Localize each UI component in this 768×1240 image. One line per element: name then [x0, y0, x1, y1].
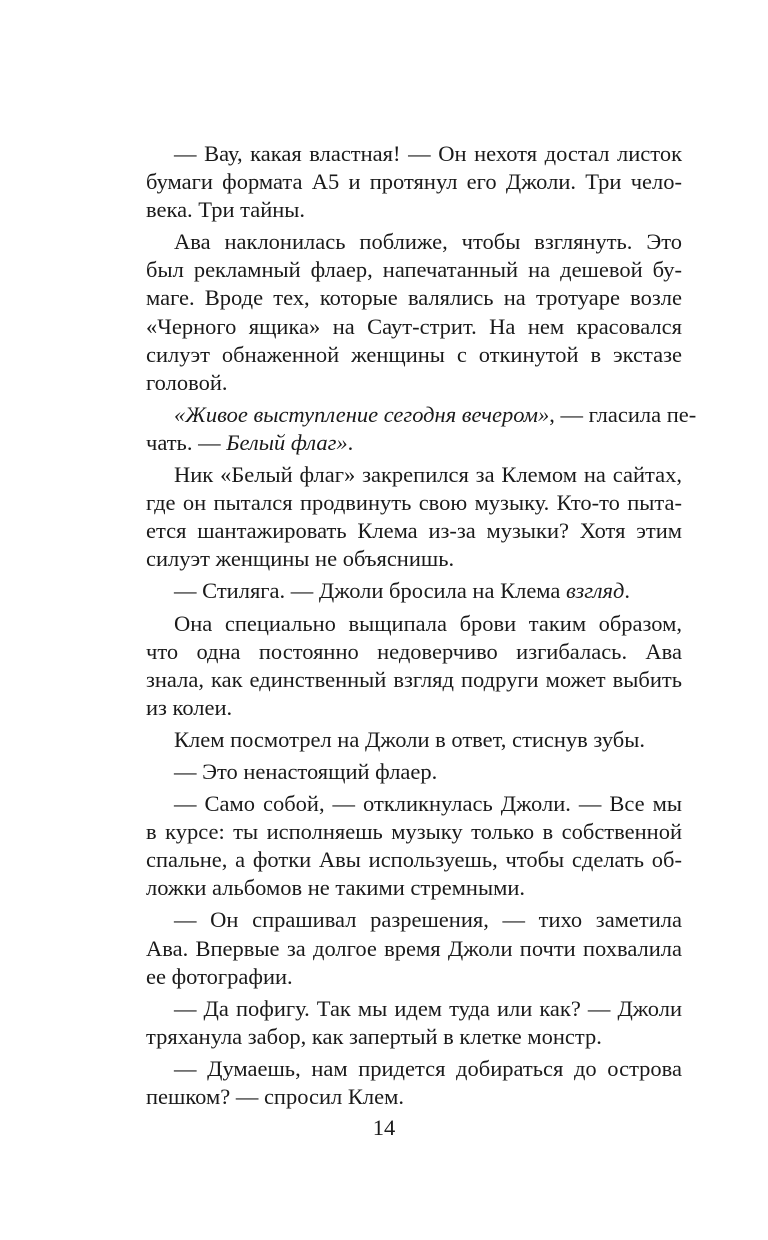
text-segment: тряханула забор, как запертый в клетке монстр. [146, 1023, 602, 1049]
text-line [146, 1055, 682, 1083]
text-segment: ется шантажировать Клема из-за музыки? Хотя этим [146, 518, 682, 544]
italic-text-segment: взгляд [566, 578, 625, 604]
text-segment: Клем посмотрел на Джоли в ответ, стиснув зубы. [174, 726, 645, 752]
text-segment: «Черного ящика» на Саут-стрит. На нем красовался [146, 313, 682, 339]
text-line [146, 906, 682, 934]
text-segment: что одна постоянно недоверчиво изгибалась. Ава [146, 638, 682, 664]
text-segment: Ник «Белый флаг» закрепился за Клемом на сайтах, [174, 462, 682, 488]
text-segment: Она специально выщипала брови таким образом, [174, 610, 682, 636]
text-segment: Ава. Впервые за долгое время Джоли почти похвалила [146, 935, 682, 961]
text-segment: головой. [146, 369, 228, 395]
text-segment: маге. Вроде тех, которые валялись на тротуаре возле [146, 285, 682, 311]
text-segment: в курсе: ты исполняешь музыку только в собственной [146, 819, 682, 845]
text-segment: . [624, 578, 631, 604]
text-segment: силуэт женщины не объяснишь. [146, 546, 455, 572]
text-line [146, 401, 697, 429]
text-segment: — Вау, какая властная! — Он нехотя достал листок [174, 141, 682, 166]
text-line [146, 1023, 682, 1051]
text-segment: пешком? — спросил Клем. [146, 1084, 404, 1109]
text-line [146, 666, 682, 694]
page-body-text [146, 140, 697, 1111]
text-line [146, 517, 682, 545]
page-number: 14 [372, 1115, 396, 1140]
text-segment: века. Три тайны. [146, 197, 306, 223]
text-line [146, 168, 682, 196]
text-segment: , — гласила пе- [549, 401, 697, 427]
text-line [146, 846, 682, 874]
text-segment: был рекламный флаер, напечатанный на дешевой бу- [146, 257, 682, 283]
italic-text-segment: Белый флаг» [226, 429, 348, 455]
text-segment: ложки альбомов не такими стремными. [146, 875, 525, 901]
text-segment: — Само собой, — откликнулась Джоли. — Все мы [174, 791, 682, 817]
text-line [146, 196, 682, 224]
text-line [146, 228, 682, 256]
text-segment: знала, как единственный взгляд подруги может выбить [146, 666, 682, 692]
text-segment: — Он спрашивал разрешения, — тихо заметила [174, 907, 682, 933]
text-segment: — Думаешь, нам придется добираться до острова [174, 1055, 682, 1081]
text-segment: спальне, а фотки Авы используешь, чтобы сделать об- [146, 847, 682, 873]
text-line [146, 726, 682, 754]
text-line [146, 1083, 682, 1111]
text-segment: из колеи. [146, 694, 233, 720]
italic-text-segment: «Живое выступление сегодня вечером» [174, 401, 550, 427]
text-line [146, 545, 682, 573]
text-line [146, 758, 682, 786]
text-segment: бумаги формата А5 и протянул его Джоли. Три чело- [146, 169, 682, 195]
text-segment: силуэт обнаженной женщины с откинутой в экстазе [146, 341, 682, 367]
text-segment: чать. — [146, 429, 227, 455]
text-segment: — Да пофигу. Так мы идем туда или как? — Джоли [174, 995, 682, 1021]
text-segment: . [347, 429, 354, 455]
text-line [146, 995, 682, 1023]
text-line [146, 284, 682, 312]
text-line [146, 140, 682, 168]
text-line [146, 874, 682, 902]
text-line [146, 818, 682, 846]
text-segment: где он пытался продвинуть свою музыку. Кто-то пыта- [146, 490, 682, 516]
text-line [146, 341, 682, 369]
text-line [146, 369, 682, 397]
text-line [146, 790, 682, 818]
text-segment: — Стиляга. — Джоли бросила на Клема [174, 578, 567, 604]
text-line [146, 610, 682, 638]
text-line [146, 577, 682, 605]
text-line [146, 935, 682, 963]
text-segment: Ава наклонилась поближе, чтобы взглянуть. Это [174, 229, 682, 255]
text-line [146, 313, 682, 341]
text-line [146, 429, 682, 457]
text-segment: ее фотографии. [146, 963, 293, 989]
text-line [146, 256, 682, 284]
text-line [146, 638, 682, 666]
text-line [146, 489, 682, 517]
text-line [146, 461, 682, 489]
text-line [146, 963, 682, 991]
text-line [146, 694, 682, 722]
text-segment: — Это ненастоящий флаер. [174, 758, 438, 784]
